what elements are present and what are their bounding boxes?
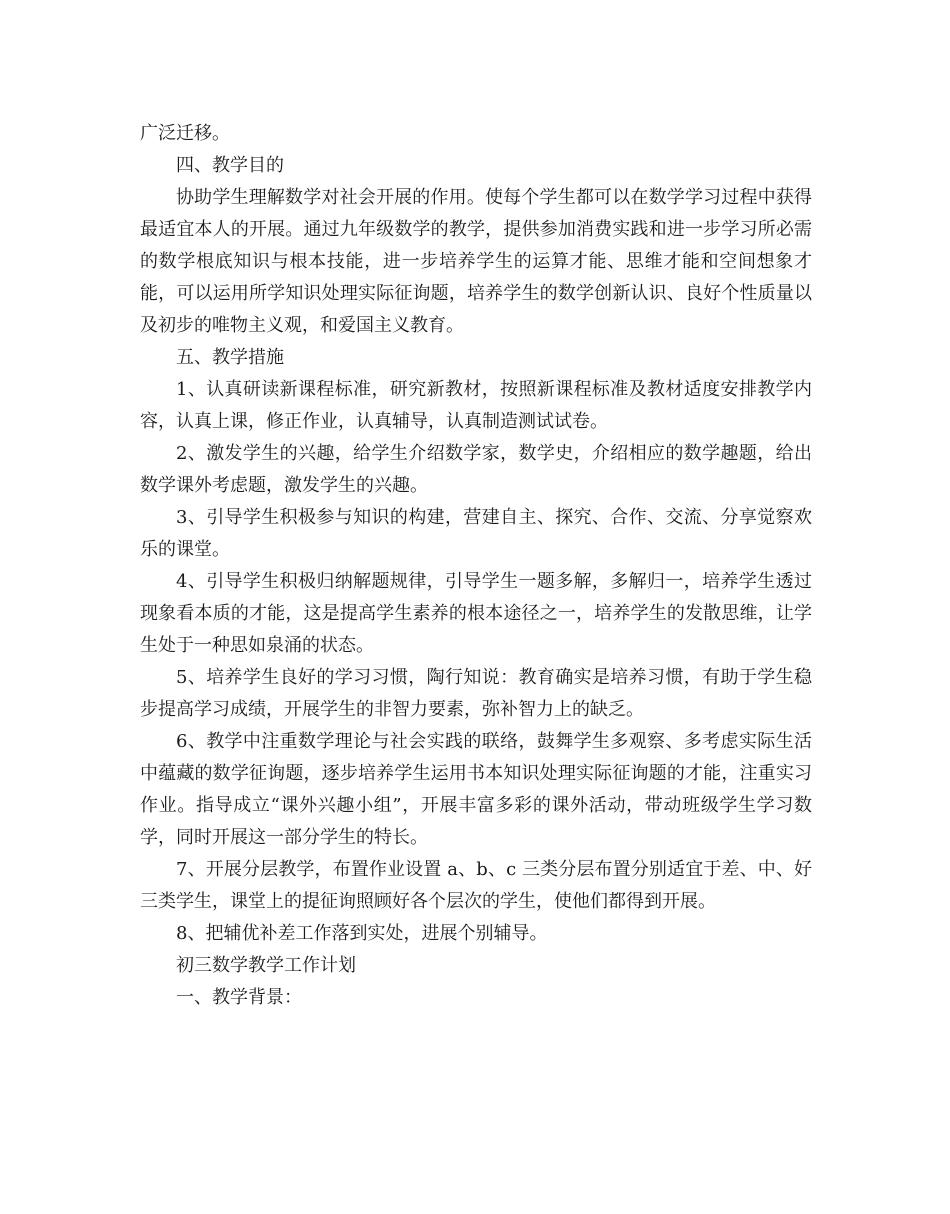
- plan-title: 初三数学教学工作计划: [176, 955, 356, 976]
- measure-item-7: 7、开展分层教学，布置作业设置 a、b、c 三类分层布置分别适宜于差、中、好三类学生，课堂上的提征询照顾好各个层次的学生，使他们都得到开展。: [140, 859, 812, 912]
- measure-item-3: 3、引导学生积极参与知识的构建，营建自主、探究、合作、交流、分享觉察欢乐的课堂。: [140, 507, 812, 560]
- document-body: [140, 118, 812, 1014]
- section-heading-teaching-background: 一、教学背景：: [176, 987, 302, 1008]
- paragraph-continuation: 广泛迁移。: [140, 123, 230, 144]
- measure-item-4: 4、引导学生积极归纳解题规律，引导学生一题多解，多解归一，培养学生透过现象看本质的才能，这是提高学生素养的根本途径之一，培养学生的发散思维，让学生处于一种思如泉涌的状态。: [140, 571, 812, 656]
- section-heading-teaching-measures: 五、教学措施: [176, 347, 284, 368]
- paragraph-teaching-goals: 协助学生理解数学对社会开展的作用。使每个学生都可以在数学学习过程中获得最适宜本人的开展。通过九年级数学的教学，提供参加消费实践和进一步学习所必需的数学根底知识与根本技能，进一步培养学生的运算才能、思维才能和空间想象才能，可以运用所学知识处理实际征询题，培养学生的数学创新认识、良好个性质量以及初步的唯物主义观，和爱国主义教育。: [140, 187, 812, 336]
- measure-item-2: 2、激发学生的兴趣，给学生介绍数学家，数学史，介绍相应的数学趣题，给出数学课外考虑题，激发学生的兴趣。: [140, 443, 812, 496]
- section-heading-teaching-goals: 四、教学目的: [176, 155, 284, 176]
- measure-item-1: 1、认真研读新课程标准，研究新教材，按照新课程标准及教材适度安排教学内容，认真上课，修正作业，认真辅导，认真制造测试试卷。: [140, 379, 812, 432]
- measure-item-5: 5、培养学生良好的学习习惯，陶行知说：教育确实是培养习惯，有助于学生稳步提高学习成绩，开展学生的非智力要素，弥补智力上的缺乏。: [140, 667, 812, 720]
- measure-item-6: 6、教学中注重数学理论与社会实践的联络，鼓舞学生多观察、多考虑实际生活中蕴藏的数学征询题，逐步培养学生运用书本知识处理实际征询题的才能，注重实习作业。指导成立“课外兴趣小组”，开展丰富多彩的课外活动，带动班级学生学习数学，同时开展这一部分学生的特长。: [140, 731, 812, 848]
- measure-item-8: 8、把辅优补差工作落到实处，进展个别辅导。: [176, 923, 548, 944]
